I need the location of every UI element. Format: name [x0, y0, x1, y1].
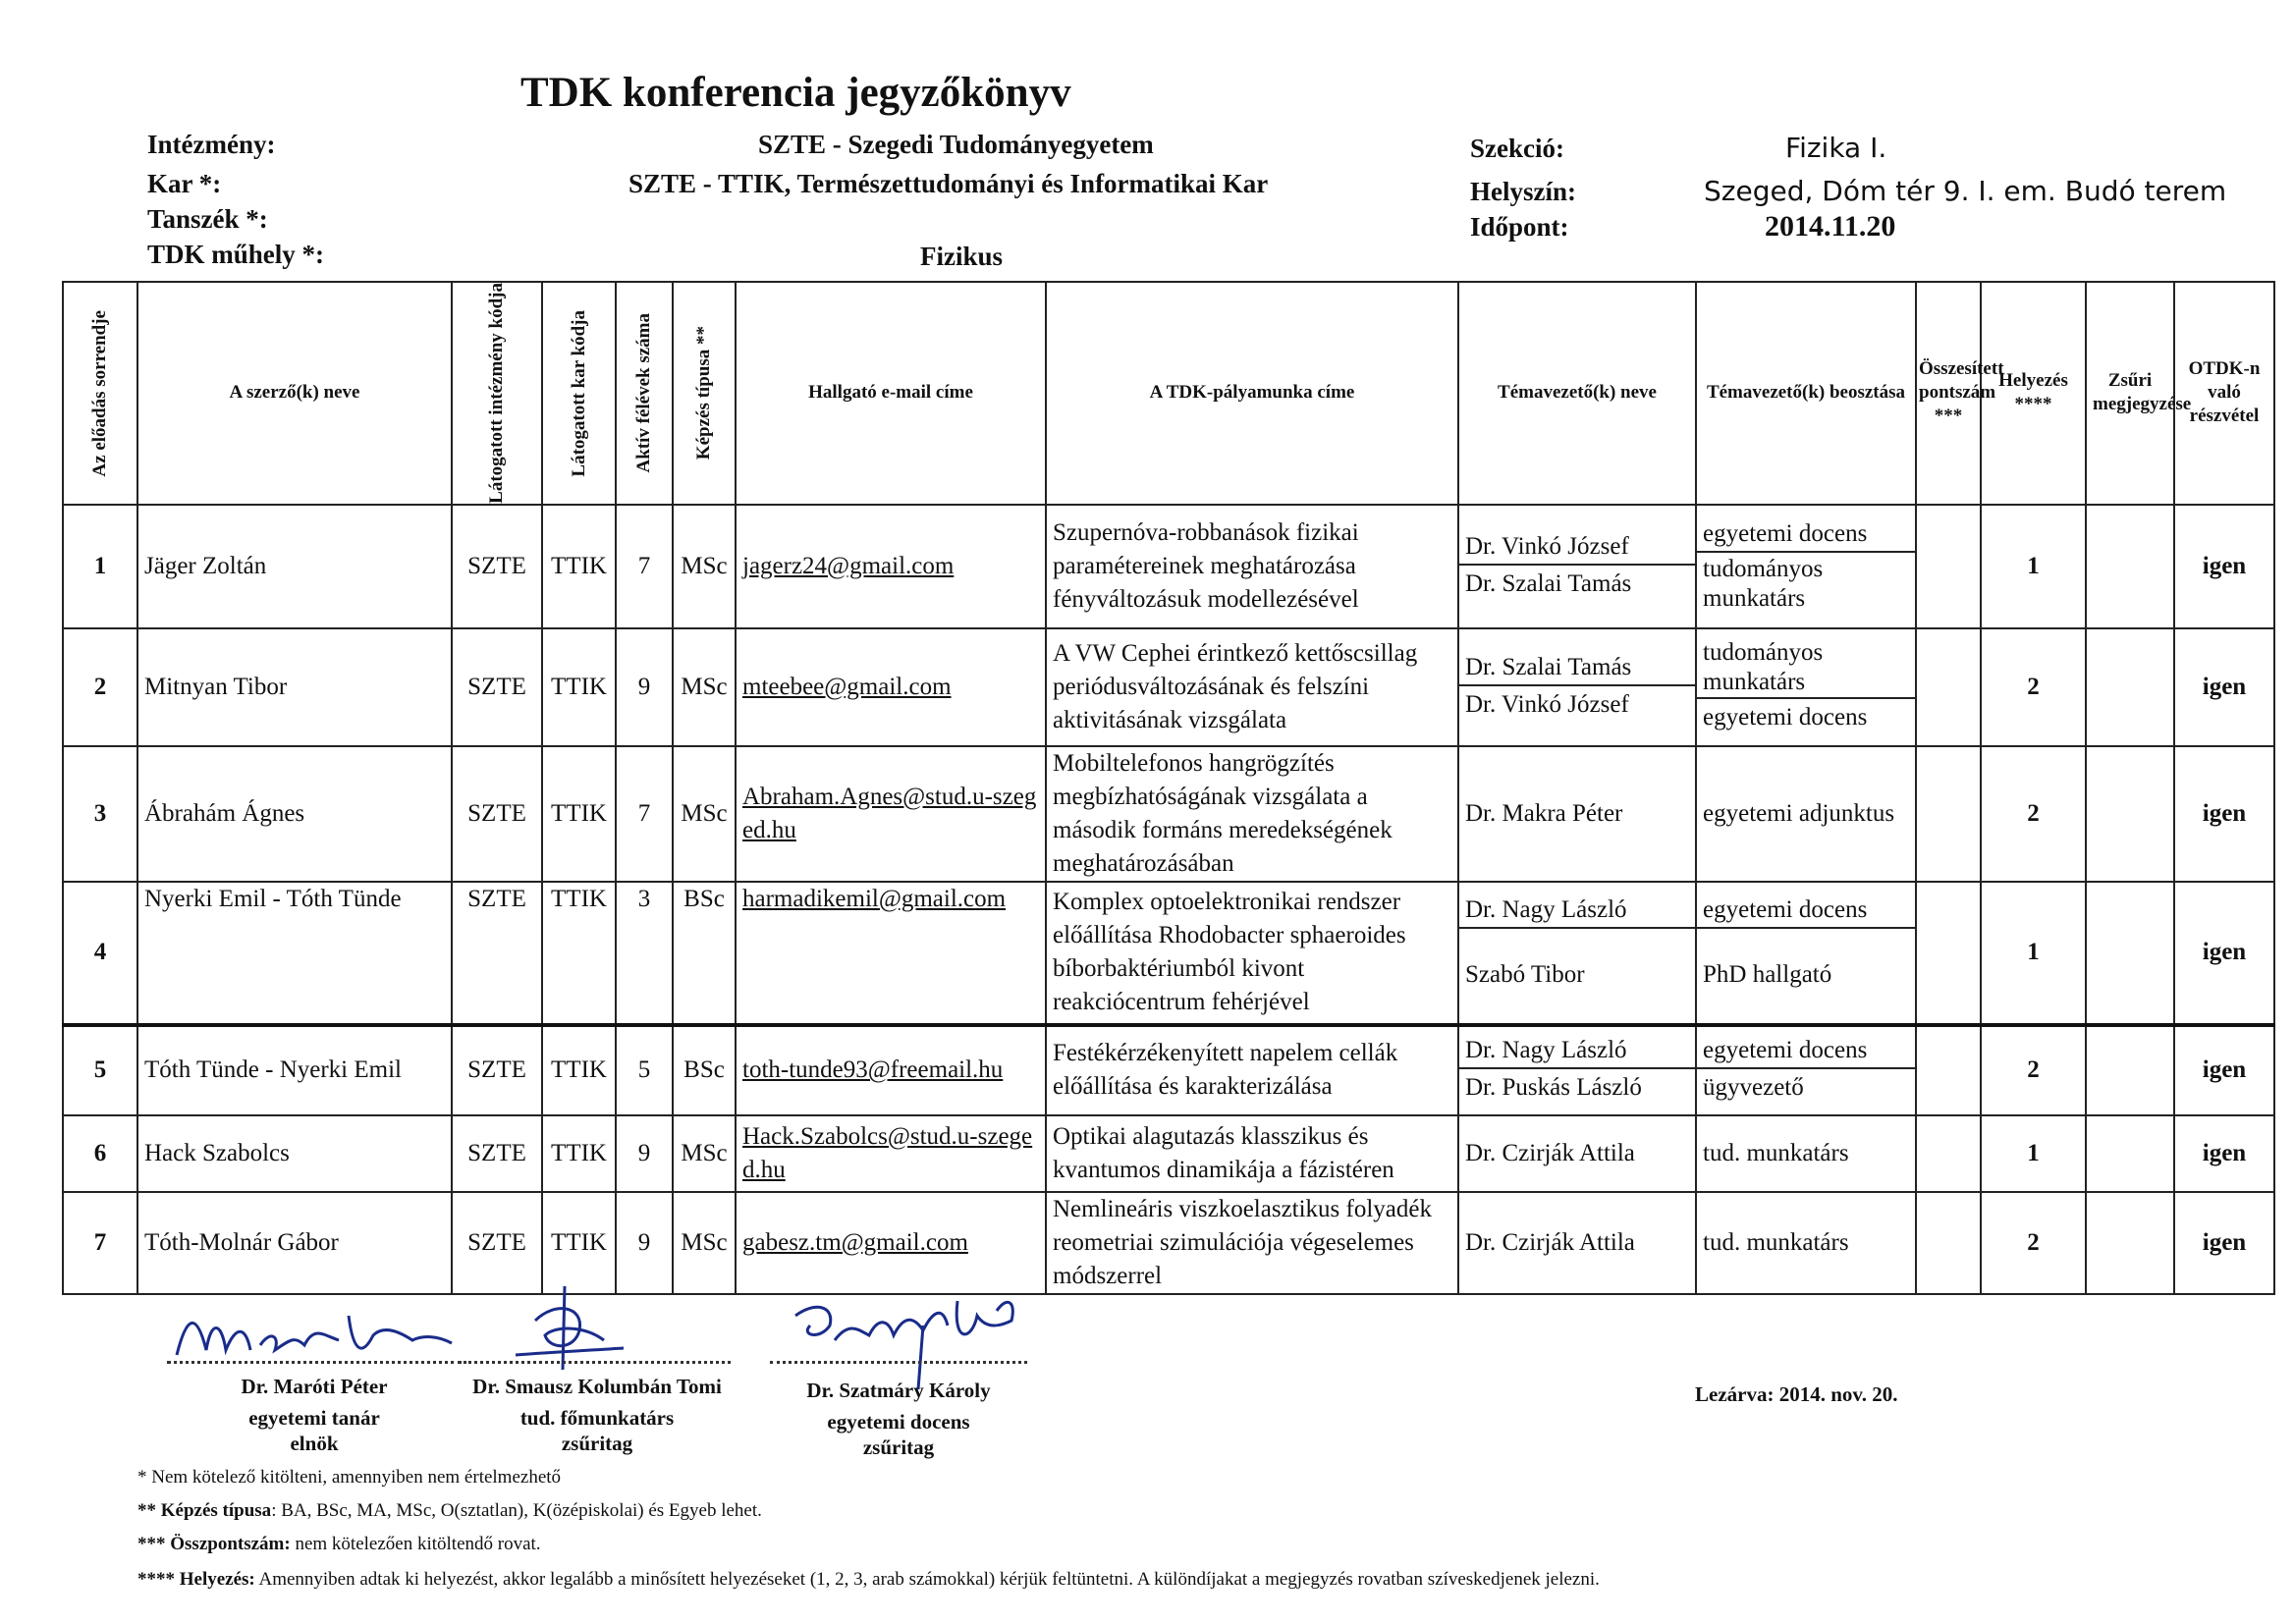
author-name: Mitnyan Tibor	[137, 628, 452, 746]
semesters: 9	[616, 628, 673, 746]
otdk: igen	[2174, 1025, 2274, 1115]
supervisor-name: Dr. Vinkó József	[1465, 532, 1629, 560]
workshop-value: Fizikus	[920, 242, 1004, 271]
inst-code: SZTE	[452, 1025, 542, 1115]
section-label: Szekció:	[1470, 134, 1564, 163]
signer-name: Dr. Smausz Kolumbán Tomi	[472, 1375, 722, 1398]
author-name: Jäger Zoltán	[137, 505, 452, 628]
student-email[interactable]: harmadikemil@gmail.com	[736, 882, 1046, 1025]
inst-code: SZTE	[452, 628, 542, 746]
jury-note	[2086, 628, 2174, 746]
supervisor-role: tudományos munkatárs	[1703, 638, 1824, 695]
supervisor-roles	[1696, 1025, 1916, 1115]
row-number: 2	[63, 628, 137, 746]
col-points: Összesített pontszám ***	[1916, 282, 1981, 505]
signer-name: Dr. Szatmáry Károly	[806, 1379, 991, 1402]
points	[1916, 1115, 1981, 1192]
rank: 1	[1981, 505, 2086, 628]
page-title: TDK konferencia jegyzőkönyv	[520, 70, 1071, 116]
faculty-code: TTIK	[542, 505, 616, 628]
inst-code: SZTE	[452, 882, 542, 1025]
points	[1916, 1192, 1981, 1294]
semesters: 3	[616, 882, 673, 1025]
jury-note	[2086, 505, 2174, 628]
signer-role: tud. főmunkatárs	[519, 1406, 675, 1430]
col-jury-note: Zsűri megjegyzése	[2086, 282, 2174, 505]
col-work-title: A TDK-pályamunka címe	[1046, 282, 1458, 505]
supervisor-roles	[1696, 628, 1916, 746]
date-value: 2014.11.20	[1765, 210, 1896, 243]
table-row	[63, 1115, 2274, 1192]
supervisor-name: Dr. Nagy László	[1465, 896, 1627, 924]
otdk: igen	[2174, 505, 2274, 628]
row-number: 6	[63, 1115, 137, 1192]
author-name: Nyerki Emil - Tóth Tünde	[137, 882, 452, 1025]
jury-note	[2086, 882, 2174, 1025]
signature-line	[167, 1361, 462, 1364]
footnote-2-text: : BA, BSc, MA, MSc, O(sztatlan), K(özépiskolai) és Egyeb lehet.	[271, 1500, 762, 1521]
supervisor-name: Dr. Vinkó József	[1459, 684, 1695, 724]
points	[1916, 882, 1981, 1025]
rank: 1	[1981, 1115, 2086, 1192]
author-name: Tóth Tünde - Nyerki Emil	[137, 1025, 452, 1115]
supervisor-name: Dr. Szalai Tamás	[1465, 653, 1632, 680]
student-email[interactable]: mteebee@gmail.com	[736, 628, 1046, 746]
signer-function: zsűritag	[561, 1432, 633, 1455]
signature-line	[770, 1361, 1027, 1364]
col-supervisor-name: Témavezető(k) neve	[1458, 282, 1696, 505]
student-email[interactable]: Hack.Szabolcs@stud.u-szeged.hu	[736, 1115, 1046, 1192]
faculty-label: Kar *:	[147, 169, 222, 198]
supervisor-name: Dr. Czirják Attila	[1458, 1192, 1696, 1294]
points	[1916, 628, 1981, 746]
supervisor-role: tud. munkatárs	[1696, 1115, 1916, 1192]
semesters: 7	[616, 505, 673, 628]
footnote-3-label: *** Összpontszám:	[137, 1534, 291, 1554]
footnote-4-label: **** Helyezés:	[137, 1569, 255, 1590]
work-title: Mobiltelefonos hangrögzítés megbízhatóságának vizsgálata a második formáns meredekségének meghatározásában	[1046, 746, 1458, 882]
location-value: Szeged, Dóm tér 9. I. em. Budó terem	[1704, 175, 2227, 207]
training-type: MSc	[673, 746, 736, 882]
inst-code: SZTE	[452, 505, 542, 628]
training-type: MSc	[673, 505, 736, 628]
supervisor-role: tud. munkatárs	[1696, 1192, 1916, 1294]
supervisor-roles	[1696, 505, 1916, 628]
table-row	[63, 1025, 2274, 1115]
closed-date: Lezárva: 2014. nov. 20.	[1695, 1382, 1898, 1406]
date-label: Időpont:	[1470, 212, 1569, 242]
supervisor-names	[1458, 505, 1696, 628]
row-number: 3	[63, 746, 137, 882]
student-email[interactable]: jagerz24@gmail.com	[736, 505, 1046, 628]
department-label: Tanszék *:	[147, 204, 268, 234]
col-faculty-code: Látogatott kar kódja	[542, 282, 616, 505]
table-row	[63, 628, 2274, 746]
inst-code: SZTE	[452, 1192, 542, 1294]
table-row	[63, 505, 2274, 628]
rank: 2	[1981, 628, 2086, 746]
training-type: MSc	[673, 628, 736, 746]
semesters: 9	[616, 1115, 673, 1192]
otdk: igen	[2174, 1192, 2274, 1294]
col-order: Az előadás sorrendje	[63, 282, 137, 505]
supervisor-role: egyetemi docens	[1703, 896, 1868, 924]
otdk: igen	[2174, 882, 2274, 1025]
footnote-2	[137, 1500, 762, 1522]
semesters: 5	[616, 1025, 673, 1115]
supervisor-role: ügyvezető	[1697, 1067, 1915, 1107]
faculty-value: SZTE - TTIK, Természettudományi és Informatikai Kar	[628, 169, 1269, 198]
col-rank: Helyezés ****	[1981, 282, 2086, 505]
table-row	[63, 882, 2274, 1025]
workshop-label: TDK műhely *:	[147, 240, 325, 269]
student-email[interactable]: gabesz.tm@gmail.com	[736, 1192, 1046, 1294]
supervisor-role: egyetemi docens	[1703, 1037, 1868, 1064]
faculty-code: TTIK	[542, 882, 616, 1025]
faculty-code: TTIK	[542, 628, 616, 746]
training-type: MSc	[673, 1115, 736, 1192]
col-email: Hallgató e-mail címe	[736, 282, 1046, 505]
work-title: Komplex optoelektronikai rendszer előállítása Rhodobacter sphaeroides bíborbaktériumból kivont reakciócentrum fehérjével	[1046, 882, 1458, 1025]
supervisor-role: tudományos munkatárs	[1697, 551, 1915, 616]
semesters: 9	[616, 1192, 673, 1294]
points	[1916, 505, 1981, 628]
faculty-code: TTIK	[542, 1115, 616, 1192]
col-training-type: Képzés típusa **	[673, 282, 736, 505]
faculty-code: TTIK	[542, 746, 616, 882]
col-author: A szerző(k) neve	[137, 282, 452, 505]
section-value: Fizika I.	[1785, 132, 1887, 164]
footnote-4-text: Amennyiben adtak ki helyezést, akkor legalább a minősített helyezéseket (1, 2, 3, arab számokkal) kérjük feltüntetni. A különdíjakat a megjegyzés rovatban szíveskedjenek jelezni.	[254, 1569, 1600, 1590]
institution-label: Intézmény:	[147, 130, 276, 159]
rank: 2	[1981, 746, 2086, 882]
footnote-3-text: nem kötelezően kitöltendő rovat.	[290, 1534, 541, 1554]
inst-code: SZTE	[452, 746, 542, 882]
header-row	[63, 282, 2274, 505]
training-type: BSc	[673, 1025, 736, 1115]
col-semesters: Aktív félévek száma	[616, 282, 673, 505]
inst-code: SZTE	[452, 1115, 542, 1192]
signer-function: zsűritag	[862, 1435, 935, 1459]
supervisor-name: Szabó Tibor	[1459, 927, 1695, 1011]
work-title: Festékérzékenyített napelem cellák előállítása és karakterizálása	[1046, 1025, 1458, 1115]
rank: 2	[1981, 1192, 2086, 1294]
faculty-code: TTIK	[542, 1192, 616, 1294]
supervisor-name: Dr. Nagy László	[1465, 1037, 1627, 1064]
col-otdk: OTDK-n való részvétel	[2174, 282, 2274, 505]
points	[1916, 1025, 1981, 1115]
supervisor-role: egyetemi docens	[1697, 697, 1915, 736]
student-email[interactable]: toth-tunde93@freemail.hu	[736, 1025, 1046, 1115]
author-name: Ábrahám Ágnes	[137, 746, 452, 882]
author-name: Tóth-Molnár Gábor	[137, 1192, 452, 1294]
training-type: MSc	[673, 1192, 736, 1294]
jury-note	[2086, 746, 2174, 882]
otdk: igen	[2174, 1115, 2274, 1192]
footnote-3	[137, 1534, 541, 1555]
otdk: igen	[2174, 746, 2274, 882]
supervisor-name: Dr. Makra Péter	[1465, 799, 1623, 827]
signature-line	[464, 1361, 731, 1364]
jury-note	[2086, 1025, 2174, 1115]
row-number: 4	[63, 882, 137, 1025]
results-table	[62, 281, 2275, 1295]
faculty-code: TTIK	[542, 1025, 616, 1115]
table-row	[63, 746, 2274, 882]
supervisor-role: PhD hallgató	[1697, 927, 1915, 1011]
points	[1916, 746, 1981, 882]
signer-role: egyetemi tanár	[248, 1406, 380, 1430]
training-type: BSc	[673, 882, 736, 1025]
location-label: Helyszín:	[1470, 177, 1576, 206]
jury-note	[2086, 1192, 2174, 1294]
supervisor-names	[1458, 1025, 1696, 1115]
semesters: 7	[616, 746, 673, 882]
signer-role: egyetemi docens	[827, 1410, 970, 1434]
row-number: 5	[63, 1025, 137, 1115]
supervisor-roles	[1696, 882, 1916, 1025]
institution-value: SZTE - Szegedi Tudományegyetem	[758, 130, 1154, 159]
signer-function: elnök	[290, 1432, 339, 1455]
col-inst-code: Látogatott intézmény kódja	[452, 282, 542, 505]
footnote-1: * Nem kötelező kitölteni, amennyiben nem értelmezhető	[137, 1467, 562, 1488]
supervisor-name: Dr. Czirják Attila	[1458, 1115, 1696, 1192]
supervisor-role: egyetemi adjunktus	[1696, 746, 1916, 882]
work-title: A VW Cephei érintkező kettőscsillag periódusváltozásának és felszíni aktivitásának vizsgálata	[1046, 628, 1458, 746]
otdk: igen	[2174, 628, 2274, 746]
work-title: Optikai alagutazás klasszikus és kvantumos dinamikája a fázistéren	[1046, 1115, 1458, 1192]
supervisor-names	[1458, 628, 1696, 746]
row-number: 1	[63, 505, 137, 628]
table-row	[63, 1192, 2274, 1294]
supervisor-role: egyetemi docens	[1703, 519, 1868, 547]
work-title: Szupernóva-robbanások fizikai paramétereinek meghatározása fényváltozásuk modellezésével	[1046, 505, 1458, 628]
jury-note	[2086, 1115, 2174, 1192]
supervisor-name: Dr. Szalai Tamás	[1459, 564, 1695, 603]
student-email[interactable]: Abraham.Agnes@stud.u-szeged.hu	[736, 746, 1046, 882]
footnote-2-label: ** Képzés típusa	[137, 1500, 272, 1521]
row-number: 7	[63, 1192, 137, 1294]
supervisor-names	[1458, 746, 1696, 882]
author-name: Hack Szabolcs	[137, 1115, 452, 1192]
rank: 2	[1981, 1025, 2086, 1115]
footnote-4	[137, 1569, 1600, 1591]
col-supervisor-role: Témavezető(k) beosztása	[1696, 282, 1916, 505]
work-title: Nemlineáris viszkoelasztikus folyadék reometriai szimulációja végeselemes módszerrel	[1046, 1192, 1458, 1294]
supervisor-name: Dr. Puskás László	[1459, 1067, 1695, 1107]
signer-name: Dr. Maróti Péter	[241, 1375, 388, 1398]
rank: 1	[1981, 882, 2086, 1025]
supervisor-names	[1458, 882, 1696, 1025]
